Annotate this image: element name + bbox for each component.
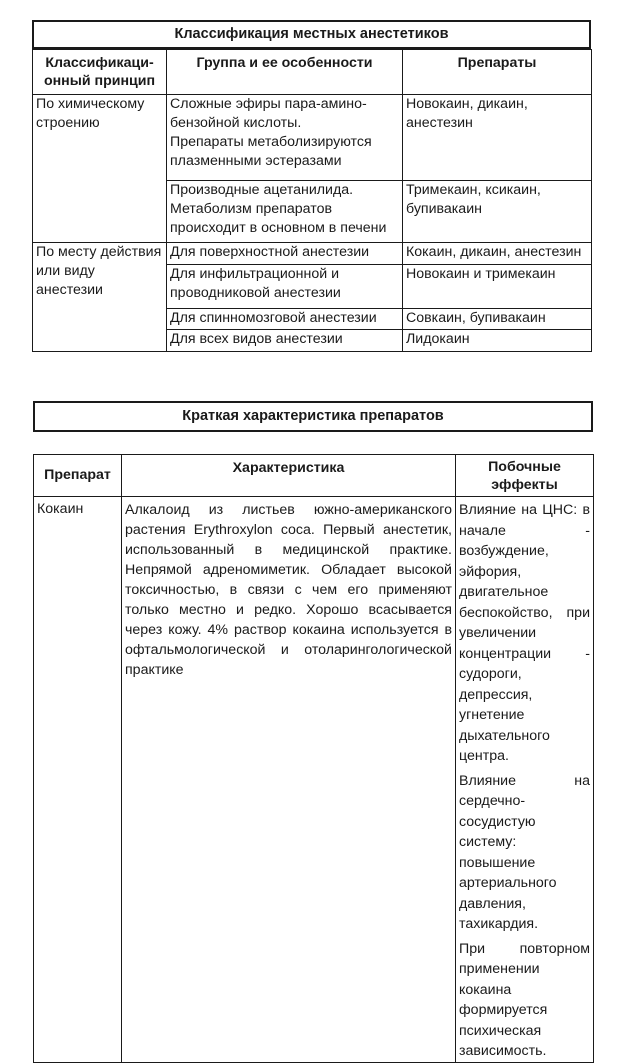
group-note: Препараты метаболизируются плазменными эстеразами [170, 134, 372, 169]
principle-chemical: По химическому строению [33, 95, 167, 243]
header-drugs: Препараты [403, 50, 592, 95]
header-principle: Классификаци- онный принцип [33, 50, 167, 95]
drugs-cell: Лидокаин [403, 330, 592, 352]
drug-characteristics-table [33, 454, 594, 1063]
table-row [33, 95, 592, 181]
table-header-row [34, 455, 594, 497]
header-side-effects: Побочные эффекты [456, 455, 594, 497]
classification-table [32, 49, 592, 352]
group-cell: Производные ацетанилида. Метаболизм препаратов происходит в основном в печени [167, 181, 403, 243]
group-cell: Для поверхностной анестезии [167, 243, 403, 265]
group-cell: Для всех видов анестезии [167, 330, 403, 352]
description-cell: Алкалоид из листьев южно-американского растения Erythroxylon coca. Первый анестетик, использованный в медицинской практике. Непрямой адреномиметик. Обладает высокой токсичностью, в связи с чем его применяют только местно и редко. Хорошо всасывается через кожу. 4% раствор кокаина используется в офтальмологической и отоларингологической практике [122, 497, 456, 1063]
group-cell: Для спинномозговой анестезии [167, 309, 403, 330]
drugs-cell: Новокаин, дикаин, анестезин [403, 95, 592, 181]
side-effect-cns: Влияние на ЦНС: в начале - возбуждение, эйфория, двигательное беспокойство, при увеличении концентрации - судороги, депрессия, угнетение дыхательного центра. [459, 502, 590, 764]
group-cell [167, 95, 403, 181]
table-row [34, 497, 594, 1063]
side-effect-dependence: При повторном применении кокаина формируется психическая зависимость. [459, 940, 590, 1059]
title-text: Классификация местных анестетиков [174, 26, 449, 42]
table-row [33, 243, 592, 265]
drugs-cell: Кокаин, дикаин, анестезин [403, 243, 592, 265]
side-effect-cardio: Влияние на сердечно-сосудистую систему: повышение артериального давления, тахикардия. [459, 772, 590, 932]
header-group: Группа и ее особенности [167, 50, 403, 95]
table-title-drugs [33, 401, 593, 432]
table-title-classification [32, 20, 591, 49]
drugs-cell: Тримекаин, ксикаин, бупивакаин [403, 181, 592, 243]
drugs-cell: Совкаин, бупивакаин [403, 309, 592, 330]
table-header-row [33, 50, 592, 95]
principle-site: По месту действия или виду анестезии [33, 243, 167, 352]
side-effects-cell [456, 497, 594, 1063]
header-drug: Препарат [34, 455, 122, 497]
drug-name-cell: Кокаин [34, 497, 122, 1063]
title-text: Краткая характеристика препаратов [182, 408, 444, 424]
group-cell: Для инфильтрационной и проводниковой анестезии [167, 265, 403, 309]
drugs-cell: Новокаин и тримекаин [403, 265, 592, 309]
header-characteristic: Характеристика [122, 455, 456, 497]
group-text: Сложные эфиры пара-амино-бензойной кислоты. [170, 96, 367, 131]
